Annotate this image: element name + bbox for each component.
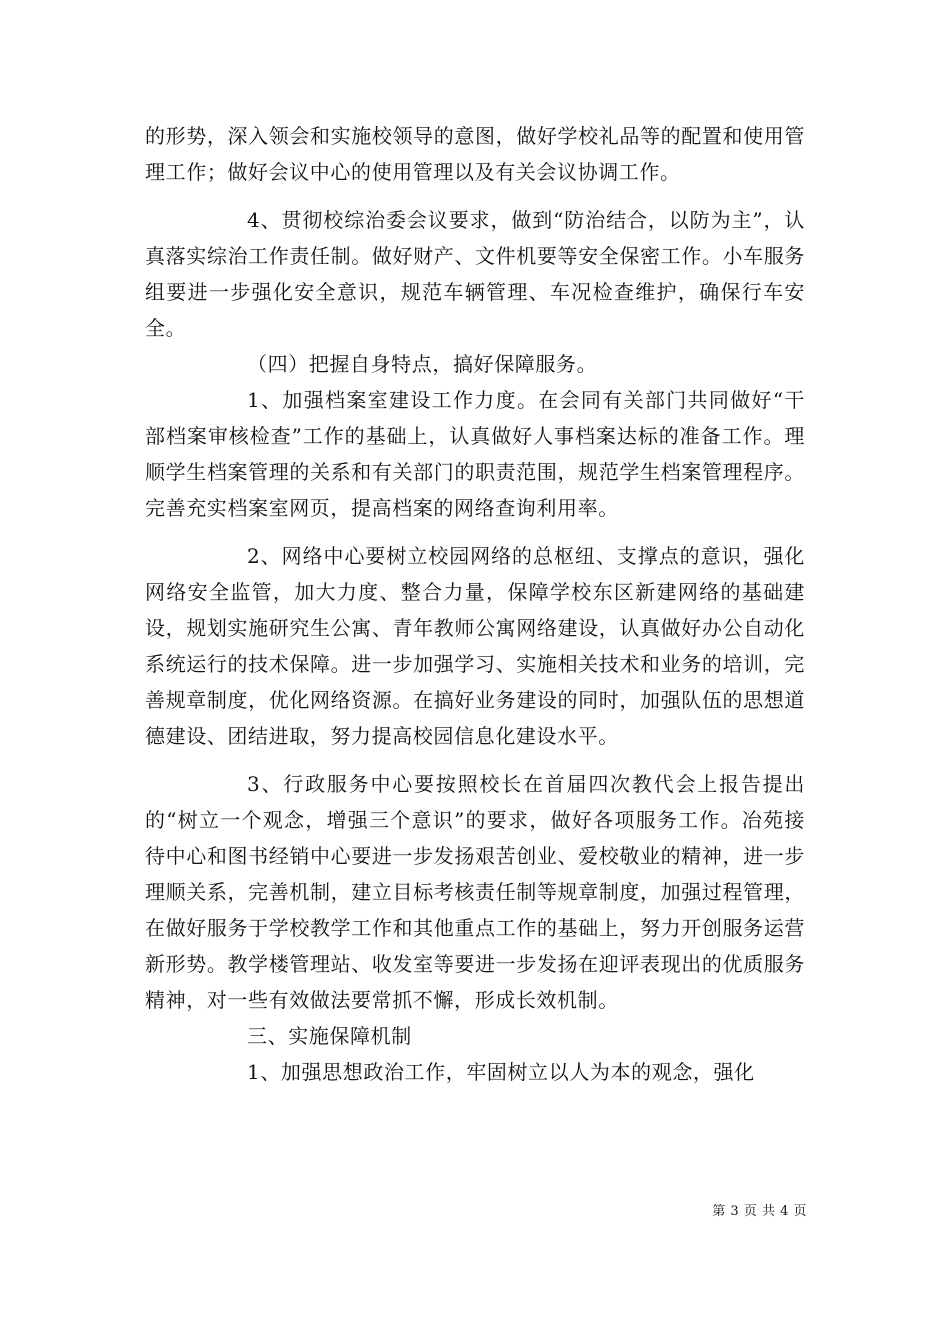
- paragraph-item-2-network: 2、网络中心要树立校园网络的总枢纽、支撑点的意识，强化网络安全监管，加大力度、整合力量，保障学校东区新建网络的基础建设，规划实施研究生公寓、青年教师公寓网络建设，认真做好办公自动化系统运行的技术保障。进一步加强学习、实施相关技术和业务的培训，完善规章制度，优化网络资源。在搞好业务建设的同时，加强队伍的思想道德建设、团结进取，努力提高校园信息化建设水平。: [145, 544, 805, 748]
- page-number-footer: 第 3 页 共 4 页: [712, 1204, 807, 1219]
- paragraph-item-1-archives: 1、加强档案室建设工作力度。在会同有关部门共同做好“干部档案审核检查”工作的基础上，认真做好人事档案达标的准备工作。理顺学生档案管理的关系和有关部门的职责范围，规范学生档案管理程序。完善充实档案室网页，提高档案的网络查询利用率。: [145, 388, 805, 520]
- section-heading-3: 三、实施保障机制: [247, 1024, 412, 1048]
- paragraph-item-3-admin-service: 3、行政服务中心要按照校长在首届四次教代会上报告提出的“树立一个观念，增强三个意识”的要求，做好各项服务工作。冶苑接待中心和图书经销中心要进一步发扬艰苦创业、爱校敬业的精神，进一步理顺关系，完善机制，建立目标考核责任制等规章制度，加强过程管理，在做好服务于学校教学工作和其他重点工作的基础上，努力开创服务运营新形势。教学楼管理站、收发室等要进一步发扬在迎评表现出的优质服务精神，对一些有效做法要常抓不懈，形成长效机制。: [145, 772, 805, 1012]
- paragraph-continuation: 的形势，深入领会和实施校领导的意图，做好学校礼品等的配置和使用管理工作；做好会议中心的使用管理以及有关会议协调工作。: [145, 124, 805, 184]
- paragraph-item-1-political: 1、加强思想政治工作，牢固树立以人为本的观念，强化: [247, 1060, 755, 1084]
- paragraph-item-4: 4、贯彻校综治委会议要求，做到“防治结合，以防为主”，认真落实综治工作责任制。做好财产、文件机要等安全保密工作。小车服务组要进一步强化安全意识，规范车辆管理、车况检查维护，确保行车安全。: [145, 208, 805, 340]
- section-heading-4: （四）把握自身特点，搞好保障服务。: [247, 352, 598, 376]
- document-body: [145, 118, 805, 1090]
